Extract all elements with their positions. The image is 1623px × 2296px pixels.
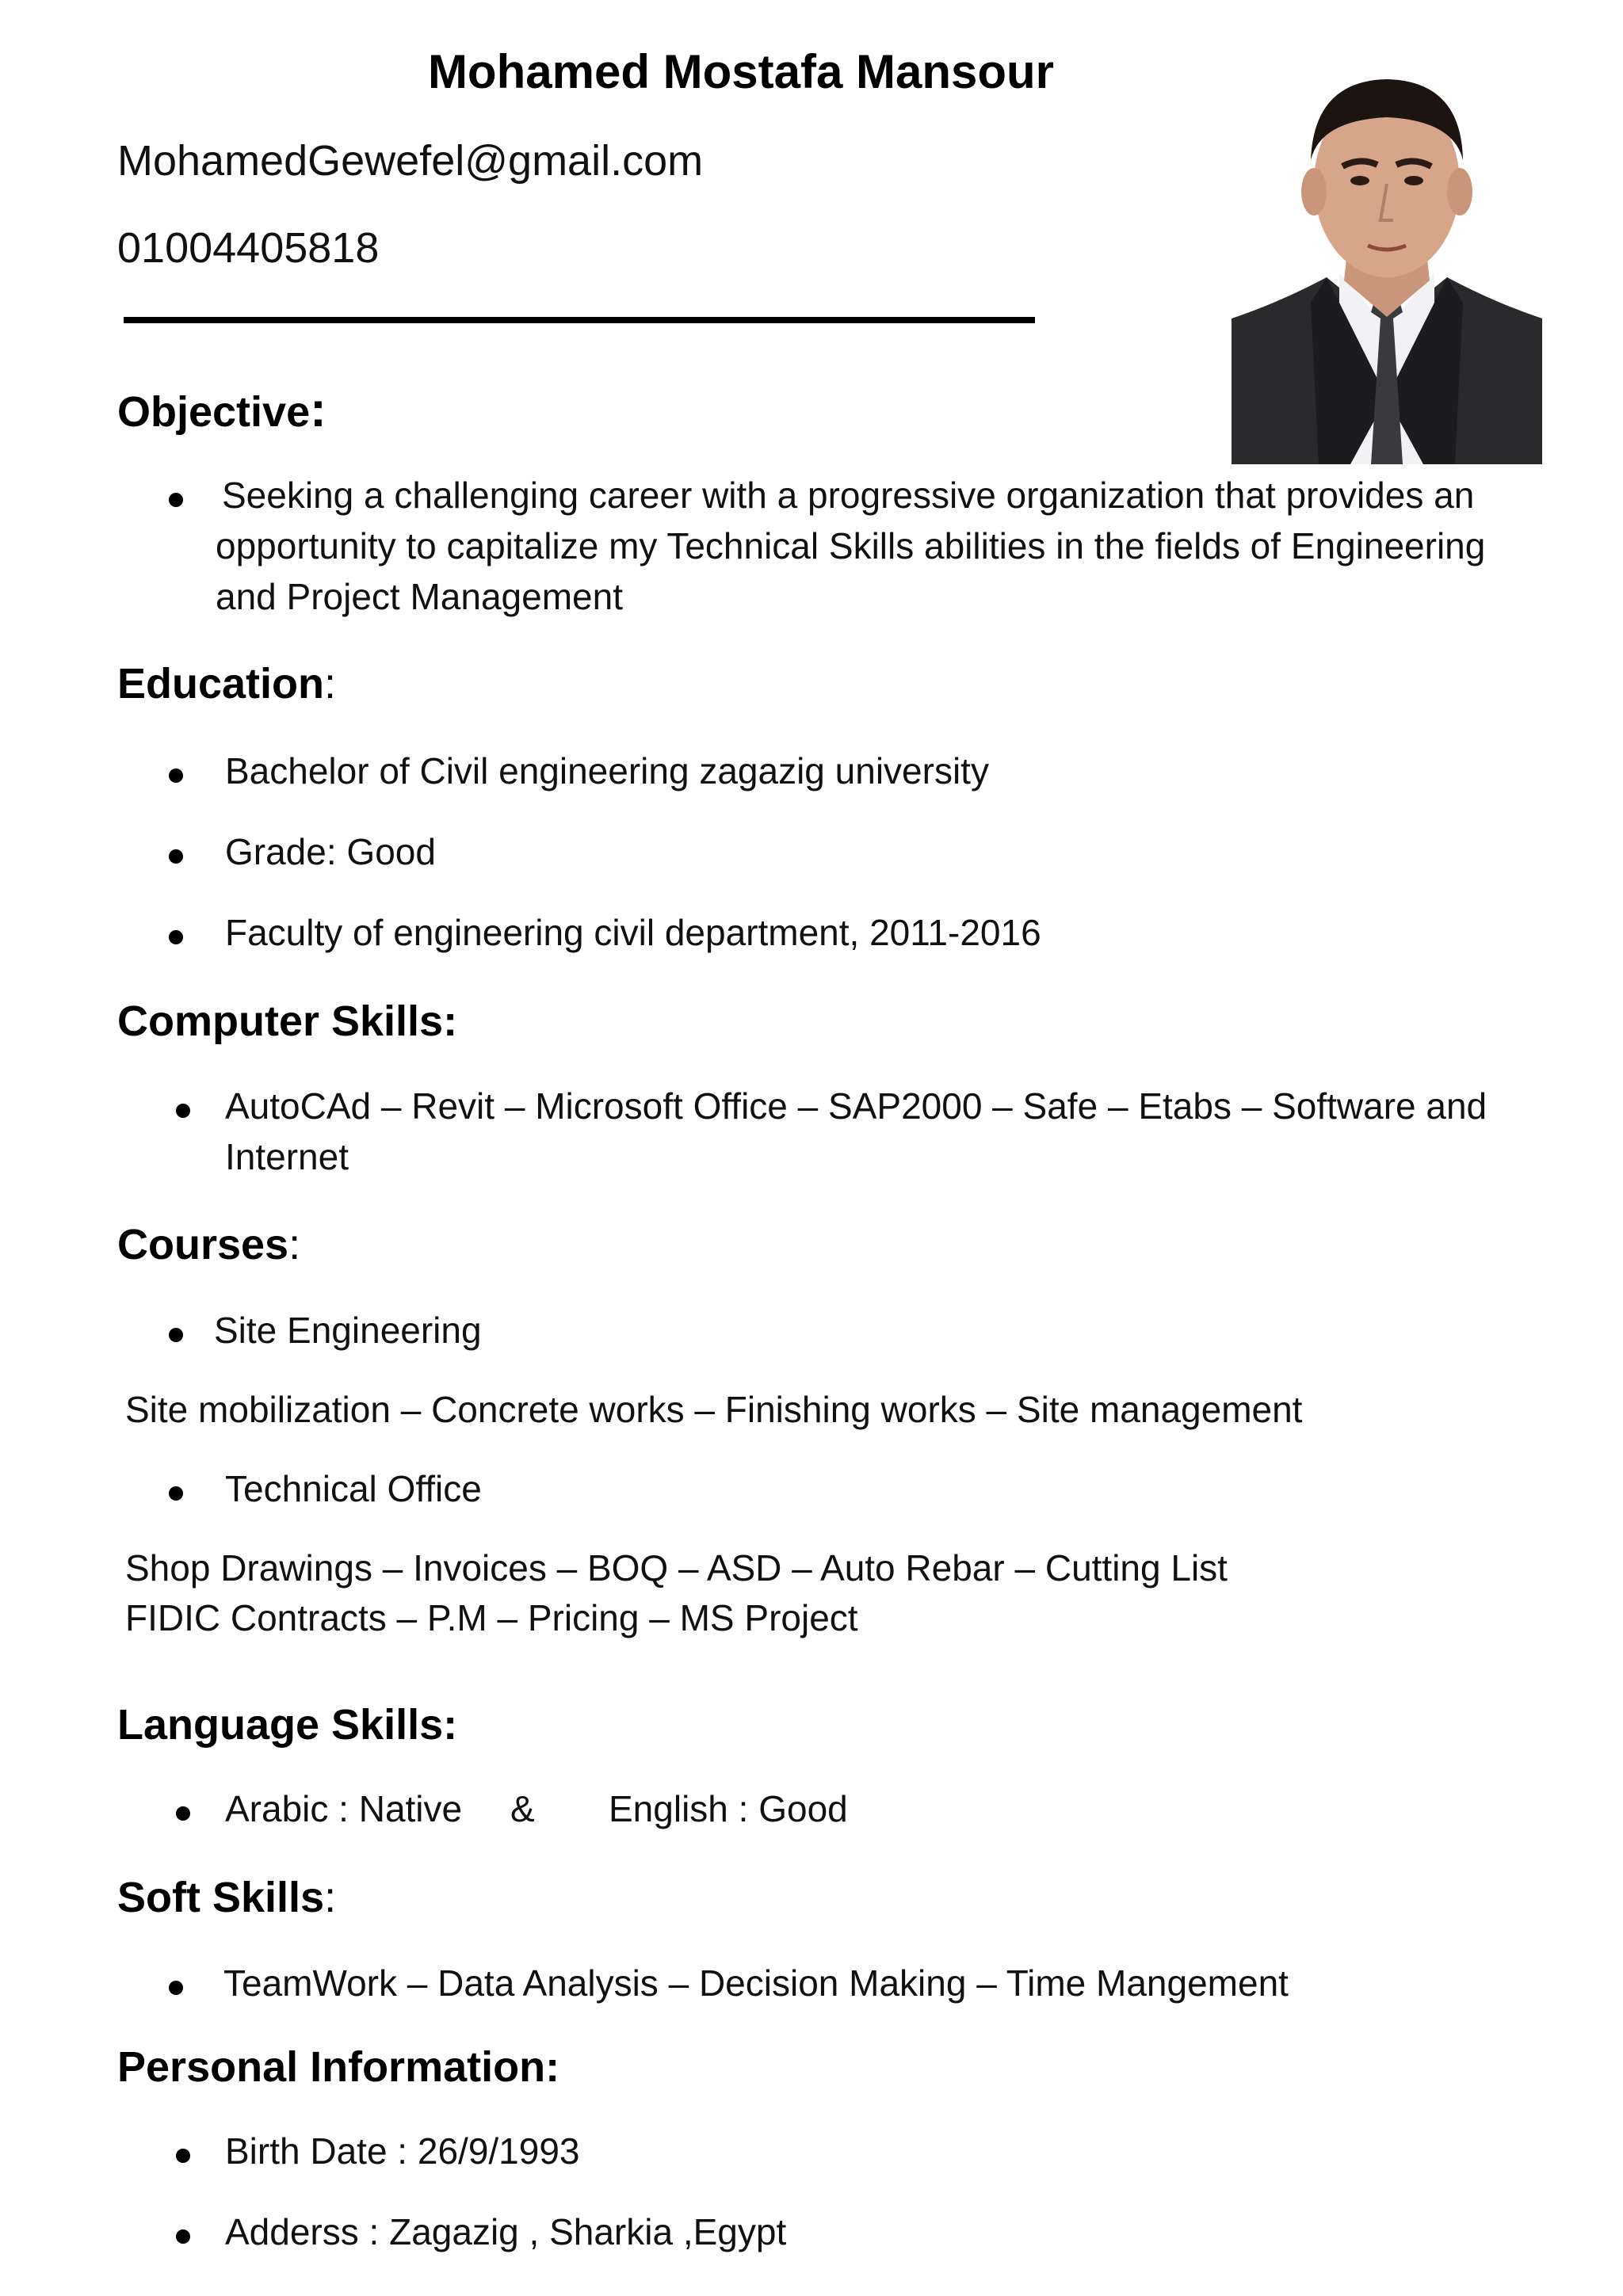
bullet-icon (169, 493, 183, 507)
courses-heading-colon: : (288, 1221, 301, 1268)
education-heading-label: Education (117, 660, 325, 707)
education-item-degree: Bachelor of Civil engineering zagazig university (225, 750, 989, 791)
soft-skills-heading (117, 1873, 336, 1922)
objective-heading-colon: : (310, 383, 327, 437)
courses-heading (117, 1220, 300, 1269)
language-skills-heading: Language Skills: (117, 1701, 458, 1749)
computer-skills-line-2: Internet (225, 1136, 349, 1177)
course-site-engineering-title: Site Engineering (214, 1310, 482, 1351)
bullet-icon (176, 2149, 190, 2163)
computer-skills-heading: Computer Skills: (117, 997, 458, 1045)
personal-birth-date: Birth Date : 26/9/1993 (225, 2130, 580, 2172)
course-technical-office-title: Technical Office (225, 1468, 482, 1509)
bullet-icon (169, 1981, 183, 1995)
phone-number: 01004405818 (117, 224, 380, 272)
course-technical-office-details-1: Shop Drawings – Invoices – BOQ – ASD – Auto Rebar – Cutting List (125, 1547, 1228, 1589)
bullet-icon (169, 769, 183, 783)
objective-line-2: opportunity to capitalize my Technical Skills abilities in the fields of Engineering (216, 525, 1486, 566)
candidate-name: Mohamed Mostafa Mansour (427, 45, 1055, 98)
email-address: MohamedGewefel@gmail.com (117, 137, 704, 185)
education-heading-colon: : (324, 660, 337, 707)
course-technical-office-details-2: FIDIC Contracts – P.M – Pricing – MS Project (125, 1597, 858, 1638)
header-divider (124, 317, 1035, 323)
objective-line-3: and Project Management (216, 576, 623, 617)
courses-heading-label: Courses (117, 1221, 289, 1268)
computer-skills-line-1: AutoCAd – Revit – Microsoft Office – SAP2000 – Safe – Etabs – Software and (225, 1085, 1487, 1127)
language-arabic: Arabic : Native (225, 1788, 463, 1829)
objective-line-1: Seeking a challenging career with a progressive organization that provides an (222, 475, 1475, 516)
bullet-icon (169, 1486, 183, 1501)
objective-heading-label: Objective (117, 388, 311, 436)
education-item-grade: Grade: Good (225, 831, 436, 872)
objective-heading (117, 382, 327, 438)
bullet-icon (169, 849, 183, 864)
personal-information-heading: Personal Information: (117, 2043, 560, 2091)
bullet-icon (169, 930, 183, 944)
bullet-icon (176, 2229, 190, 2244)
language-separator: & (510, 1788, 535, 1829)
course-site-engineering-details: Site mobilization – Concrete works – Finishing works – Site management (125, 1389, 1303, 1430)
soft-skills-heading-colon: : (324, 1874, 337, 1921)
education-heading (117, 659, 336, 708)
language-english: English : Good (609, 1788, 848, 1829)
soft-skills-list: TeamWork – Data Analysis – Decision Making – Time Mangement (223, 1962, 1289, 2004)
profile-photo-icon (1232, 65, 1542, 464)
soft-skills-heading-label: Soft Skills (117, 1874, 325, 1921)
education-item-faculty: Faculty of engineering civil department, 2011-2016 (225, 912, 1041, 953)
bullet-icon (176, 1104, 190, 1118)
bullet-icon (169, 1328, 183, 1342)
personal-address: Adderss : Zagazig , Sharkia ,Egypt (225, 2211, 787, 2252)
bullet-icon (176, 1806, 190, 1821)
